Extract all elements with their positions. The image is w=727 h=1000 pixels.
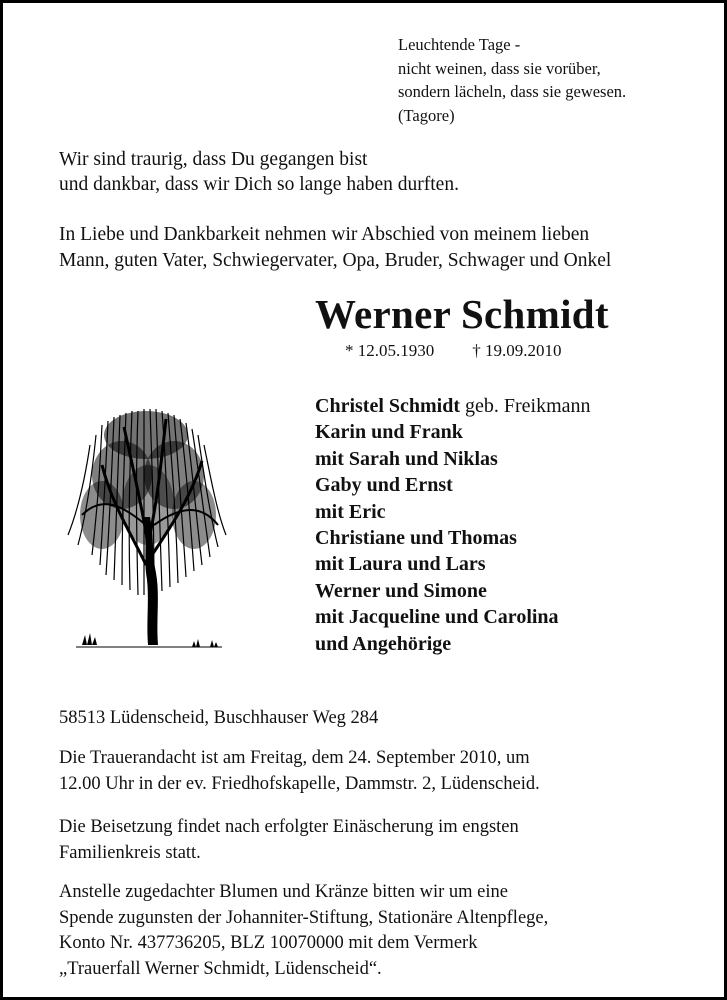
intro-line: Wir sind traurig, dass Du gegangen bist (59, 149, 368, 170)
mourner-line: mit Eric (315, 500, 386, 523)
mourner-line: mit Sarah und Niklas (315, 447, 498, 470)
death-date: † 19.09.2010 (472, 341, 562, 360)
donation-line: Spende zugunsten der Johanniter-Stiftung, Stationäre Altenpflege, (59, 907, 549, 928)
burial-info (59, 815, 519, 866)
mourner-line: Gaby und Ernst (315, 474, 453, 497)
deceased-name: Werner Schmidt (315, 291, 609, 337)
mourner-line: Christiane und Thomas (315, 527, 517, 550)
burial-line: Familienkreis statt. (59, 842, 201, 863)
maiden-name-note: geb. Freikmann (465, 395, 591, 417)
address: 58513 Lüdenscheid, Buschhauser Weg 284 (59, 708, 379, 728)
mourner-line: Karin und Frank (315, 421, 463, 444)
donation-line: Konto Nr. 437736205, BLZ 10070000 mit dem Vermerk (59, 933, 478, 953)
service-info (59, 746, 540, 797)
mourner-line: und Angehörige (315, 632, 452, 655)
quote-line: sondern lächeln, dass sie gewesen. (398, 82, 627, 101)
donation-line: Anstelle zugedachter Blumen und Kränze bitten wir um eine (59, 882, 508, 902)
birth-date: * 12.05.1930 (345, 341, 435, 360)
weeping-willow-illustration (62, 405, 234, 655)
intro-line: und dankbar, dass wir Dich so lange haben durften. (59, 174, 459, 195)
quote-line: Leuchtende Tage - (398, 35, 521, 54)
mourners-list (315, 393, 591, 657)
mourner-line: mit Jacqueline und Carolina (315, 606, 559, 629)
tagore-quote (398, 33, 626, 127)
quote-line: nicht weinen, dass sie vorüber, (398, 58, 601, 78)
intro-text (59, 147, 459, 197)
mourner-line (315, 393, 591, 419)
farewell-text (59, 222, 611, 274)
farewell-line: Mann, guten Vater, Schwiegervater, Opa, Bruder, Schwager und Onkel (59, 250, 612, 271)
mourner-name: Christel Schmidt (315, 395, 460, 417)
life-dates (345, 341, 562, 361)
mourner-line: Werner und Simone (315, 579, 487, 602)
quote-author: (Tagore) (398, 105, 455, 125)
donation-info (59, 880, 548, 982)
donation-line: „Trauerfall Werner Schmidt, Lüdenscheid“. (59, 958, 382, 979)
service-line: 12.00 Uhr in der ev. Friedhofskapelle, Dammstr. 2, Lüdenscheid. (59, 773, 540, 794)
farewell-line: In Liebe und Dankbarkeit nehmen wir Abschied von meinem lieben (59, 224, 590, 245)
service-line: Die Trauerandacht ist am Freitag, dem 24. September 2010, um (59, 748, 530, 768)
mourner-line: mit Laura und Lars (315, 553, 486, 576)
burial-line: Die Beisetzung findet nach erfolgter Einäscherung im engsten (59, 817, 519, 837)
